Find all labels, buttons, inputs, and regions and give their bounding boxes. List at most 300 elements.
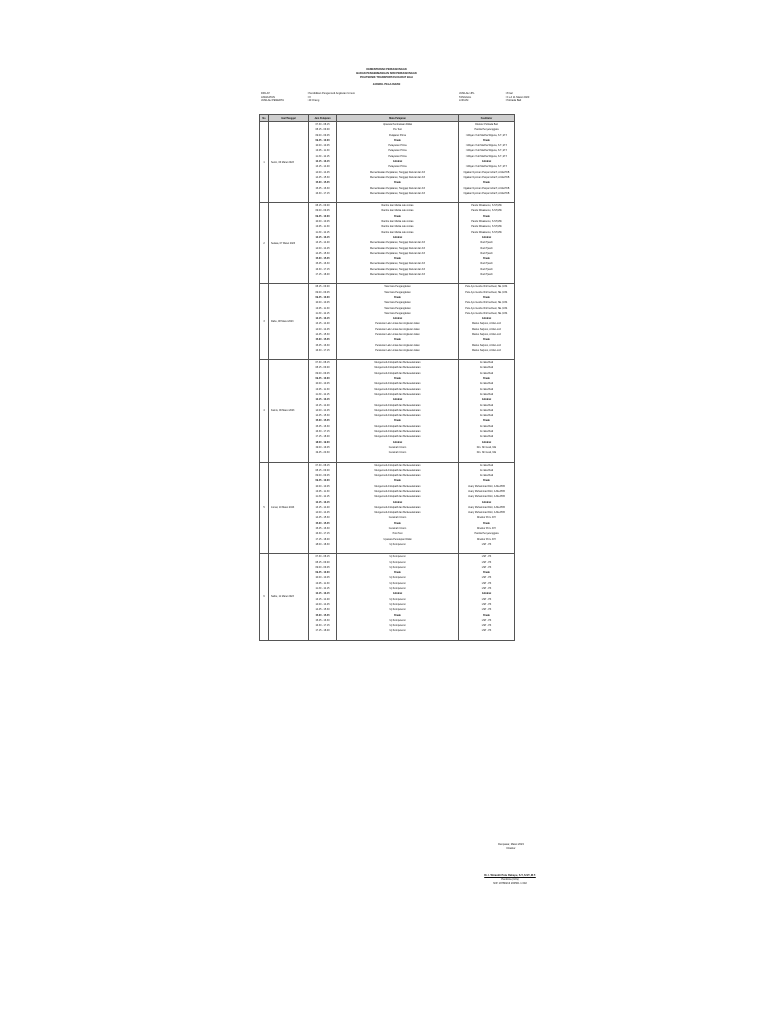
time-slot: 15.30 - 15.45 (315, 181, 330, 185)
subject-cell: Mengemudi Antisipatif dan Berkeselamatan (374, 474, 421, 478)
time-slot: 10.45 - 11.30 (315, 387, 330, 391)
facilitator-cell-spacer (459, 196, 514, 202)
facilitator-cell: Marius Sarjono, A.Ma.LLAJ (472, 322, 501, 326)
facilitator-cell: Break (483, 138, 490, 142)
day-row (260, 554, 515, 640)
facilitator-cell: Istirahat (481, 235, 492, 239)
facilitator-cell: Marius Sarjono, A.Ma.LLAJ (472, 327, 501, 331)
time-slot: 18.00 - 18.30 (315, 542, 330, 546)
time-slot: 15.45 - 16.30 (315, 618, 330, 622)
facilitator-cell: LSP - P3 (481, 602, 492, 606)
course-info-left (261, 92, 355, 103)
facilitator-cell: Break (483, 214, 490, 218)
header-subject: Mata Pelajaran (337, 115, 459, 122)
time-slot: 13.15 - 14.00 (315, 403, 330, 407)
subject-cell: Ceramah Umum (388, 451, 407, 455)
subject-cell: Break (394, 338, 401, 342)
subject-cell: Break (394, 571, 401, 575)
time-slot: 17.15 - 18.00 (315, 629, 330, 633)
subject-cell: Memeriksakan Perjalanan, Tanggap Darurat dan K3 (370, 262, 425, 266)
time-slot-spacer (309, 277, 336, 283)
subject-cell: Tata Cara Pengangkutan (384, 290, 411, 294)
facilitator-cell-spacer (459, 634, 514, 640)
subject-cell: Mengemudi Antisipatif dan Berkeselamatan (374, 414, 421, 418)
time-slot: 10.45 - 11.30 (315, 149, 330, 153)
course-info-value: : Poltrada Bali (505, 99, 522, 103)
time-slot: 11.30 - 12.15 (315, 587, 330, 591)
facilitator-cell: Panitia Penyelenggara (474, 128, 499, 132)
subject-cell: Break (394, 613, 401, 617)
course-info-key: JUMLAH JPL (459, 92, 475, 95)
time-slot: 14.00 - 14.45 (315, 602, 330, 606)
subject-cell: Mengemudi Antisipatif dan Berkeselamatan (374, 430, 421, 434)
subject-cell-spacer (337, 634, 458, 640)
facilitator-cell: Rudi Tjandi (480, 246, 493, 250)
subject-cell: Ceramah Umum (388, 445, 407, 449)
time-slot: 16.30 - 17.15 (315, 267, 330, 271)
course-info-value: : IX (307, 95, 311, 99)
facilitator-cell: Gi. Eka Budi (479, 414, 494, 418)
time-slot: 11.30 - 12.15 (315, 154, 330, 158)
facilitator-cell: Rudi Tjandi (480, 251, 493, 255)
course-info-value: : 40 Orang (307, 99, 320, 103)
subject-cell: Uji Kompetensi (389, 576, 406, 580)
facilitator-cell: Gi. Eka Budi (479, 403, 494, 407)
facilitator-cell: I Wayan Yudi Martha Wiguna, S.T.,M.T. (465, 149, 508, 153)
facilitator-cell: Gi. Eka Budi (479, 366, 494, 370)
time-slot: 14.45 - 15.30 (315, 608, 330, 612)
time-slot: 14.00 - 14.45 (315, 408, 330, 412)
facilitator-cell: Avary Muhammad Fikri, A.Ma.PKB (468, 490, 505, 493)
facilitator-cell: LSP - P3 (481, 629, 492, 633)
subject-cell: Mengemudi Antisipatif dan Berkeselamatan (374, 366, 421, 370)
subject-cell: Pelayanan Prima (388, 154, 407, 158)
facilitator-cell: Avary Muhammad Fikri, A.Ma.PKB (468, 484, 505, 488)
facilitator-cell: Gi. Eka Budi (479, 424, 494, 428)
facilitator-cell: LSP - P3 (481, 542, 492, 546)
time-slot: 10.00 - 10.45 (315, 220, 330, 224)
facilitator-cell-spacer (459, 456, 514, 462)
time-slot: 09.45 - 10.00 (315, 571, 330, 575)
time-slot: 14.45 - 15.30 (315, 175, 330, 179)
facilitator-cell: Istirahat (481, 160, 492, 164)
time-slot-spacer (309, 196, 336, 202)
time-slot: 17.15 - 18.00 (315, 435, 330, 439)
subject-cell: Memeriksakan Perjalanan, Tanggap Darurat dan K3 (370, 241, 425, 245)
subject-cell: Memeriksakan Perjalanan, Tanggap Darurat dan K3 (370, 267, 425, 271)
time-slot: 15.30 - 15.45 (315, 338, 330, 342)
course-info-row (459, 99, 529, 103)
facilitator-cell: Break (483, 338, 490, 342)
time-slot: 10.45 - 11.30 (315, 581, 330, 585)
facilitator-cell: Rudi Tjandi (480, 267, 493, 271)
time-slot: 14.45 - 15.30 (315, 251, 330, 255)
institution-name: POLITEKNIK TRANSPORTASI DARAT BALI (359, 76, 414, 79)
facilitator-cell: Break (483, 571, 490, 575)
facilitator-cell: Avary Muhammad Fikri, A.Ma.PKB (468, 511, 505, 515)
facilitator-cell: I Wayan Yudi Martha Wiguna, S.T.,M.T. (465, 133, 508, 137)
time-slot: 11.30 - 12.15 (315, 392, 330, 396)
signer-name: Dr. I. Wirastiti Putu Rahayu, S.T.,S.ST.,M.T. (484, 874, 536, 877)
subject-cell: Tata Cara Pengangkutan (384, 301, 411, 305)
subject-cell: Istirahat (392, 317, 403, 321)
document-title: JADWAL PELAJARAN (372, 83, 401, 86)
facilitator-cell-spacer (459, 277, 514, 283)
subject-cell-spacer (337, 547, 458, 553)
subject-cell: Pelayanan Prima (388, 144, 407, 148)
subject-cell: Uji Kompetensi (389, 587, 406, 591)
facilitator-cell: Gi. Eka Budi (479, 361, 494, 365)
day-number: 4 (260, 360, 269, 462)
facilitator-cell: Putu Ayu Gesha Virtrina Dewi, SE.,M.M. (465, 290, 508, 294)
time-slot: 13.15 - 14.00 (315, 597, 330, 601)
facilitator-cell: Drs. Nir Gusti, Msi (476, 451, 497, 455)
subject-cell: Rambu dan Marka Lalu Lintas (381, 209, 414, 213)
day-date: Sabtu, 11 Maret 2023 (269, 554, 309, 640)
subject-cell: Upacara Pembukaan Diklat (382, 123, 413, 126)
header-day: Hari/Tanggal (269, 115, 309, 122)
facilitator-cell: Rudi Tjandi (480, 241, 493, 245)
subject-cell: Memeriksakan Perjalanan, Tanggap Darurat dan K3 (370, 170, 425, 174)
subject-cell: Mengemudi Antisipatif dan Berkeselamatan (374, 490, 421, 493)
time-slot: 09.45 - 10.00 (315, 377, 330, 381)
subject-cell: Memeriksakan Perjalanan, Tanggap Darurat dan K3 (370, 251, 425, 255)
time-slot: 08.15 - 09.00 (315, 560, 330, 564)
facilitator-cell: Avary Muhammad Fikri, A.Ma.PKB (468, 495, 505, 499)
subject-cell: Break (394, 419, 401, 423)
facilitator-cell: Putu Ayu Gesha Virtrina Dewi, SE.,M.M. (465, 306, 508, 310)
time-slot: 12.15 - 13.15 (315, 592, 330, 596)
subject-cell: Rambu dan Marka Lalu Lintas (381, 220, 414, 224)
facilitator-cell-list (459, 122, 515, 203)
subject-cell-spacer (337, 353, 458, 359)
table-header-row (260, 115, 515, 122)
facilitator-cell: Ngakan Nyoman Puspa Indra P.,A.Ma.PKB (463, 170, 510, 174)
subject-cell-list (337, 360, 459, 462)
facilitator-cell: Istirahat (481, 317, 492, 321)
subject-cell: Mengemudi Antisipatif dan Berkeselamatan (374, 371, 421, 375)
time-slot: 15.30 - 15.45 (315, 521, 330, 525)
subject-cell-list (337, 554, 459, 640)
time-slot: 18.00 - 19.00 (315, 440, 330, 444)
facilitator-cell: Istirahat (481, 500, 492, 504)
facilitator-cell-list (459, 203, 515, 284)
time-slot: 09.45 - 10.00 (315, 479, 330, 483)
time-slot: 10.00 - 10.45 (315, 144, 330, 148)
facilitator-cell: LSP - P3 (481, 624, 492, 628)
subject-cell: Mengemudi Antisipatif dan Berkeselamatan (374, 505, 421, 509)
subject-cell: Tata Cara Pengangkutan (384, 306, 411, 310)
subject-cell: Mengemudi Antisipatif dan Berkeselamatan (374, 495, 421, 499)
time-slot: 08.15 - 09.00 (315, 468, 330, 472)
subject-cell: Istirahat (392, 500, 403, 504)
facilitator-cell: Break (483, 377, 490, 381)
subject-cell: Uji Kompetensi (389, 602, 406, 606)
course-info-key: DIKLAT (261, 92, 270, 95)
place-date-block (486, 843, 536, 851)
time-slot: 11.30 - 12.15 (315, 230, 330, 234)
subject-cell: Uji Kompetensi (389, 542, 406, 546)
subject-cell: Break (394, 138, 401, 142)
facilitator-cell: Gi. Eka Budi (479, 474, 494, 478)
course-info-key: LOKASI (459, 99, 469, 103)
facilitator-cell: Gi. Eka Budi (479, 408, 494, 412)
time-slot: 07.30 - 08.15 (315, 463, 330, 467)
day-row (260, 462, 515, 554)
subject-cell: Post Test (392, 532, 403, 536)
time-slot: 15.30 - 15.45 (315, 257, 330, 261)
subject-cell-spacer (337, 196, 458, 202)
time-slot: 19.00 - 19.45 (315, 445, 330, 449)
subject-cell: Break (394, 214, 401, 218)
subject-cell: Mengemudi Antisipatif dan Berkeselamatan (374, 361, 421, 365)
time-slot-spacer (309, 456, 336, 462)
time-slot: 11.30 - 12.15 (315, 311, 330, 315)
time-slot: 09.45 - 10.00 (315, 138, 330, 142)
subject-cell: Mengemudi Antisipatif dan Berkeselamatan (374, 484, 421, 488)
facilitator-cell: LSP - P3 (481, 587, 492, 591)
time-slot: 10.00 - 10.45 (315, 576, 330, 580)
time-slot: 14.45 - 15.30 (315, 332, 330, 336)
document-page (259, 68, 530, 641)
subject-cell: Pelayanan Prima (388, 165, 407, 169)
time-slot: 13.15 - 14.00 (315, 322, 330, 326)
facilitator-cell: Istirahat (481, 398, 492, 402)
facilitator-cell: Gi. Eka Budi (479, 435, 494, 439)
facilitator-cell: Gi. Eka Budi (479, 371, 494, 375)
subject-cell: Pelayanan Prima (388, 149, 407, 153)
facilitator-cell: Break (483, 613, 490, 617)
facilitator-cell: LSP - P3 (481, 560, 492, 564)
time-slot: 12.15 - 13.15 (315, 500, 330, 504)
time-slot: 19.45 - 20.30 (315, 451, 330, 455)
subject-cell: Uji Kompetensi (389, 555, 406, 559)
facilitator-cell: Break (483, 479, 490, 483)
time-slot: 14.00 - 14.45 (315, 327, 330, 331)
time-slot: 17.15 - 18.00 (315, 537, 330, 541)
facilitator-cell: Marius Sarjono, A.Ma.LLAJ (472, 348, 501, 352)
facilitator-cell: LSP - P3 (481, 555, 492, 559)
subject-cell: Mengemudi Antisipatif dan Berkeselamatan (374, 403, 421, 407)
course-info-key: ANGKATAN (261, 95, 275, 99)
subject-cell: Peraturan Lalu Lintas dan Angkutan Jalan (375, 348, 420, 352)
facilitator-cell: Ngakan Nyoman Puspa Indra P.,A.Ma.PKB (463, 191, 510, 195)
facilitator-cell: LSP - P3 (481, 576, 492, 580)
day-date: Rabu, 08 Maret 2023 (269, 284, 309, 360)
time-slot: 15.45 - 16.30 (315, 343, 330, 347)
header-facilitator: Fasilitator (459, 115, 515, 122)
time-slot-list (309, 284, 337, 360)
time-slot: 10.00 - 10.45 (315, 484, 330, 488)
facilitator-cell: Putu Ayu Gesha Virtrina Dewi, SE.,M.M. (465, 311, 508, 315)
time-slot: 09.00 - 09.45 (315, 209, 330, 213)
time-slot-list (309, 554, 337, 640)
time-slot: 14.45 - 15.30 (315, 414, 330, 418)
subject-cell: Istirahat (392, 235, 403, 239)
subject-cell-list (337, 122, 459, 203)
time-slot: 09.00 - 09.45 (315, 565, 330, 569)
subject-cell: Mengemudi Antisipatif dan Berkeselamatan (374, 468, 421, 472)
course-info-row (261, 99, 355, 103)
time-slot: 07.30 - 08.15 (315, 123, 330, 126)
subject-cell: Mengemudi Antisipatif dan Berkeselamatan (374, 463, 421, 467)
facilitator-cell: Avary Muhammad Fikri, A.Ma.PKB (468, 505, 505, 509)
time-slot: 16.30 - 17.15 (315, 532, 330, 536)
day-number: 3 (260, 284, 269, 360)
subject-cell: Mengemudi Antisipatif dan Berkeselamatan (374, 435, 421, 439)
time-slot-spacer (309, 547, 336, 553)
time-slot: 10.00 - 10.45 (315, 301, 330, 305)
day-number: 5 (260, 462, 269, 554)
subject-cell: Istirahat (392, 398, 403, 402)
subject-cell: Mengemudi Antisipatif dan Berkeselamatan (374, 382, 421, 386)
facilitator-cell: LSP - P3 (481, 581, 492, 585)
course-info-key: JUMLAH PESERTA (261, 99, 284, 103)
subject-cell: Break (394, 377, 401, 381)
time-slot: 08.15 - 09.00 (315, 366, 330, 370)
subject-cell-list (337, 203, 459, 284)
time-slot: 10.45 - 11.30 (315, 225, 330, 229)
facilitator-cell-list (459, 284, 515, 360)
day-row (260, 203, 515, 284)
signer-rank: Pembina (IV/a) (501, 878, 519, 881)
subject-cell: Pre Test (393, 128, 402, 132)
subject-cell: Memeriksakan Perjalanan, Tanggap Darurat dan K3 (370, 186, 425, 190)
subject-cell: Uji Kompetensi (389, 597, 406, 601)
time-slot: 08.15 - 09.00 (315, 285, 330, 289)
subject-cell: Peraturan Lalu Lintas dan Angkutan Jalan (375, 343, 420, 347)
facilitator-cell: I Wayan Yudi Martha Wiguna, S.T.,M.T. (465, 154, 508, 158)
place-date: Denpasar, Maret 2023 (498, 843, 524, 846)
facilitator-cell: Marius Sarjono, A.Ma.LLAJ (472, 343, 501, 347)
facilitator-cell: Pandu Wisaksono, S.ST,MSi (471, 204, 502, 208)
facilitator-cell: Gi. Eka Budi (479, 392, 494, 396)
subject-cell: Rambu dan Marka Lalu Lintas (381, 204, 414, 208)
time-slot: 10.00 - 10.45 (315, 382, 330, 386)
facilitator-cell: Putu Ayu Gesha Virtrina Dewi, SE.,M.M. (465, 301, 508, 305)
time-slot: 09.45 - 10.00 (315, 214, 330, 218)
time-slot: 07.30 - 08.15 (315, 555, 330, 559)
day-row (260, 122, 515, 203)
time-slot: 07.30 - 08.15 (315, 361, 330, 365)
facilitator-cell-list (459, 360, 515, 462)
subject-cell: Memeriksakan Perjalanan, Tanggap Darurat dan K3 (370, 246, 425, 250)
subject-cell: Break (394, 295, 401, 299)
time-slot: 15.45 - 16.30 (315, 424, 330, 428)
facilitator-cell: LSP - P3 (481, 608, 492, 612)
subject-cell: Peraturan Lalu Lintas dan Angkutan Jalan (375, 322, 420, 326)
time-slot: 10.45 - 11.30 (315, 490, 330, 493)
time-slot: 15.45 - 16.30 (315, 262, 330, 266)
time-slot-list (309, 360, 337, 462)
facilitator-cell: Istirahat (481, 440, 492, 444)
subject-cell: Mengemudi Antisipatif dan Berkeselamatan (374, 511, 421, 515)
subject-cell: Uji Kompetensi (389, 629, 406, 633)
schedule-body (260, 122, 515, 641)
facilitator-cell: I Wayan Yudi Martha Wiguna, S.T.,M.T. (465, 144, 508, 148)
subject-cell: Peraturan Lalu Lintas dan Angkutan Jalan (375, 327, 420, 331)
time-slot: 10.45 - 11.30 (315, 306, 330, 310)
subject-cell: Uji Kompetensi (389, 608, 406, 612)
time-slot: 16.30 - 17.15 (315, 430, 330, 434)
facilitator-cell: Gi. Eka Budi (479, 382, 494, 386)
facilitator-cell: Break (483, 181, 490, 185)
subject-cell: Ceramah Umum (388, 527, 407, 531)
time-slot: 12.15 - 13.15 (315, 317, 330, 321)
agency-name: BADAN PENGEMBANGAN SDM PERHUBUNGAN (356, 72, 417, 75)
facilitator-cell: Gi. Eka Budi (479, 387, 494, 391)
time-slot: 08.15 - 09.00 (315, 128, 330, 132)
facilitator-cell: Marius Sarjono, A.Ma.LLAJ (472, 332, 501, 336)
subject-cell: Uji Kompetensi (389, 565, 406, 569)
facilitator-cell-spacer (459, 547, 514, 553)
subject-cell: Ceramah Umum (388, 516, 407, 520)
time-slot: 15.45 - 16.30 (315, 527, 330, 531)
subject-cell: Rambu dan Marka Lalu Lintas (381, 230, 414, 234)
time-slot: 09.00 - 09.45 (315, 133, 330, 137)
subject-cell: Break (394, 521, 401, 525)
day-number: 6 (260, 554, 269, 640)
subject-cell: Tata Cara Pengangkutan (384, 311, 411, 315)
subject-cell: Upacara Penutupan Diklat (383, 537, 412, 541)
facilitator-cell: Break (483, 295, 490, 299)
time-slot: 15.45 - 16.30 (315, 186, 330, 190)
time-slot: 12.15 - 13.15 (315, 235, 330, 239)
subject-cell-spacer (337, 456, 458, 462)
subject-cell: Peraturan Lalu Lintas dan Angkutan Jalan (375, 332, 420, 336)
facilitator-cell: Pandu Wisaksono, S.ST,MSi (471, 230, 502, 234)
time-slot: 09.00 - 09.45 (315, 371, 330, 375)
facilitator-cell: LSP - P3 (481, 618, 492, 622)
subject-cell: Mengemudi Antisipatif dan Berkeselamatan (374, 392, 421, 396)
signer-nip: NIP. 19780213 200501 1 002 (493, 882, 527, 885)
facilitator-cell: Istirahat (481, 592, 492, 596)
subject-cell: Memeriksakan Perjalanan, Tanggap Darurat dan K3 (370, 175, 425, 179)
time-slot: 08.15 - 09.00 (315, 204, 330, 208)
time-slot-spacer (309, 353, 336, 359)
course-info-key: TANGGAL (459, 95, 472, 99)
facilitator-cell: Ngakan Nyoman Puspa Indra P.,A.Ma.PKB (463, 175, 510, 179)
ministry-name: KEMENTERIAN PERHUBUNGAN (366, 68, 407, 71)
time-slot: 15.30 - 15.45 (315, 419, 330, 423)
day-date: Jumat, 10 Maret 2023 (269, 462, 309, 554)
day-date: Senin, 06 Maret 2023 (269, 122, 309, 203)
subject-cell: Mengemudi Antisipatif dan Berkeselamatan (374, 424, 421, 428)
facilitator-cell: Direktur Prov. DIY (476, 537, 497, 541)
time-slot: 16.30 - 17.15 (315, 624, 330, 628)
document-header (259, 68, 514, 87)
facilitator-cell: Drs. Nir Gusti, Msi (476, 445, 497, 449)
facilitator-cell: LSP - P3 (481, 597, 492, 601)
course-info-value: : Pendidikan Pengemudi Angkutan Umum (307, 92, 356, 95)
subject-cell: Istirahat (392, 440, 403, 444)
day-row (260, 284, 515, 360)
facilitator-cell: Gi. Eka Budi (479, 468, 494, 472)
facilitator-cell: Break (483, 521, 490, 525)
facilitator-cell: Direktur Prov. DIY (476, 527, 497, 531)
signature-block (470, 874, 550, 886)
time-slot: 16.30 - 17.15 (315, 191, 330, 195)
time-slot: 12.15 - 13.15 (315, 398, 330, 402)
subject-cell: Break (394, 257, 401, 261)
time-slot: 09.00 - 09.45 (315, 290, 330, 294)
facilitator-cell: Pandu Wisaksono, S.ST,MSi (471, 225, 502, 229)
day-date: Selasa, 07 Maret 2023 (269, 203, 309, 284)
time-slot: 14.45 - 15.30 (315, 516, 330, 520)
subject-cell: Memeriksakan Perjalanan, Tanggap Darurat dan K3 (370, 273, 425, 277)
time-slot: 17.15 - 18.00 (315, 273, 330, 277)
course-info (259, 92, 530, 114)
